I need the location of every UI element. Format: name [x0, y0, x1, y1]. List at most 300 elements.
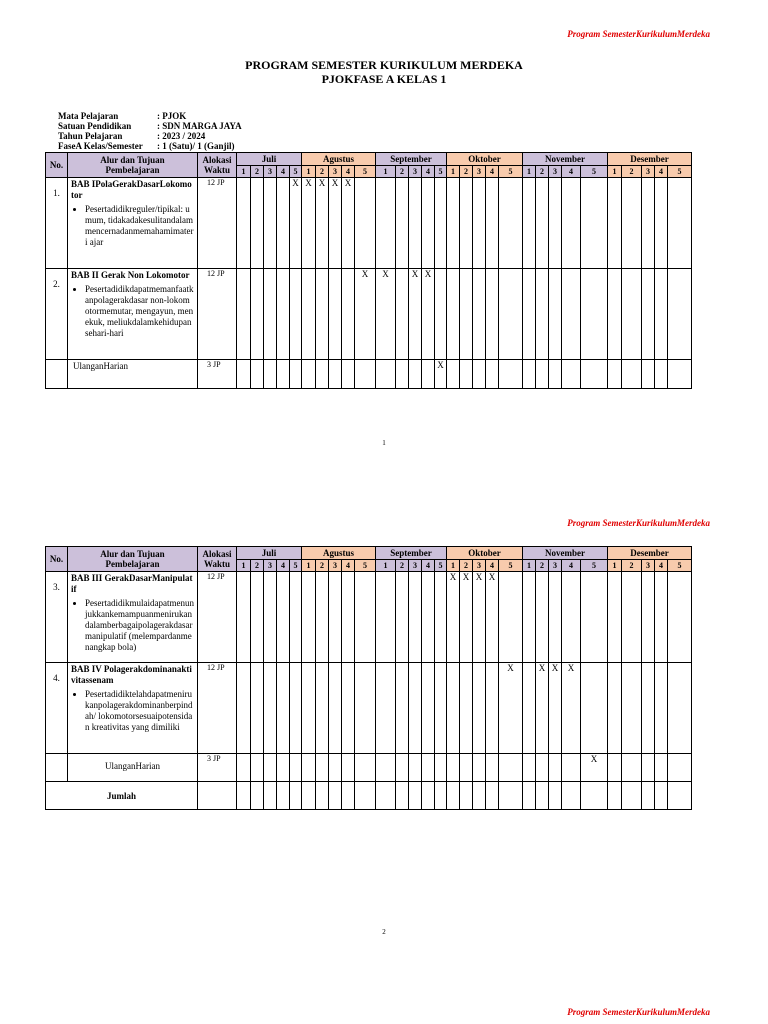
info-row: [58, 111, 242, 121]
week-cell: [581, 782, 608, 810]
page-number: 1: [382, 439, 386, 447]
week-header: 3: [409, 560, 422, 572]
week-header: 4: [422, 560, 435, 572]
running-header: Program SemesterKurikulumMerdeka: [567, 1007, 710, 1017]
week-cell: [562, 572, 581, 663]
info-label: Mata Pelajaran: [58, 111, 119, 121]
header-alokasi: [198, 153, 237, 178]
week-cell: [562, 782, 581, 810]
week-cell: [409, 178, 422, 269]
week-cell: [655, 754, 668, 782]
week-cell: [251, 178, 264, 269]
header-no: No.: [46, 153, 68, 178]
week-cell: [342, 360, 355, 389]
header-alur-line: Alur dan Tujuan: [100, 549, 165, 559]
row-number: [46, 269, 68, 360]
row-alokasi: 12 JP: [198, 663, 237, 754]
week-cell: X: [302, 178, 316, 269]
week-cell: [486, 178, 499, 269]
objective-list: [71, 689, 194, 733]
week-header: 3: [642, 560, 655, 572]
week-cell: [422, 754, 435, 782]
week-cell: [316, 754, 329, 782]
week-cell: [473, 782, 486, 810]
row-number: [46, 178, 68, 269]
week-cell: [549, 360, 562, 389]
week-cell: [376, 360, 396, 389]
month-header: September: [376, 547, 447, 560]
week-cell: [460, 178, 473, 269]
week-cell: [608, 178, 622, 269]
row-number: [46, 360, 68, 389]
week-cell: [536, 178, 549, 269]
week-cell: [460, 360, 473, 389]
table-row: [46, 663, 692, 754]
table-row: [46, 269, 692, 360]
objective-list: [71, 598, 194, 653]
week-header: 3: [409, 166, 422, 178]
week-cell: [376, 782, 396, 810]
week-cell: [316, 360, 329, 389]
row-number: [46, 663, 68, 754]
week-cell: [316, 782, 329, 810]
jumlah-row: [46, 782, 692, 810]
week-cell: [264, 782, 277, 810]
week-cell: [329, 782, 342, 810]
week-cell: [264, 663, 277, 754]
week-cell: [277, 178, 290, 269]
info-label: Tahun Pelajaran: [58, 131, 123, 141]
week-cell: [447, 360, 460, 389]
week-cell: [277, 663, 290, 754]
week-cell: [473, 360, 486, 389]
week-cell: [277, 360, 290, 389]
objective-list: [71, 204, 194, 248]
week-cell: [536, 782, 549, 810]
week-cell: [655, 782, 668, 810]
week-cell: [668, 782, 692, 810]
week-cell: [668, 572, 692, 663]
week-cell: [422, 663, 435, 754]
week-header: 2: [622, 560, 642, 572]
row-alokasi: 12 JP: [198, 269, 237, 360]
info-row: [58, 131, 242, 141]
week-cell: [486, 754, 499, 782]
week-cell: [447, 754, 460, 782]
week-cell: [237, 572, 251, 663]
week-cell: [237, 754, 251, 782]
week-cell: [581, 572, 608, 663]
week-header: 1: [302, 560, 316, 572]
week-cell: [499, 178, 523, 269]
row-number-text: 3.: [53, 582, 60, 592]
week-header: 3: [549, 560, 562, 572]
week-cell: X: [499, 663, 523, 754]
week-cell: X: [316, 178, 329, 269]
week-header: 4: [277, 166, 290, 178]
row-label: UlanganHarian: [73, 361, 128, 371]
table-row: [46, 572, 692, 663]
row-alur: [68, 269, 198, 360]
month-header: Oktober: [447, 547, 523, 560]
objective-item: • Pesertadidikreguler/tipikal: umum, tidakadakesulitandalammencernadanmemahamimateri ajar: [85, 204, 194, 248]
week-header: 2: [396, 166, 409, 178]
week-cell: [396, 663, 409, 754]
week-cell: [264, 572, 277, 663]
week-header: 5: [499, 560, 523, 572]
week-header: 4: [562, 560, 581, 572]
week-cell: [342, 663, 355, 754]
week-cell: X: [460, 572, 473, 663]
week-header: 3: [329, 560, 342, 572]
week-cell: [447, 269, 460, 360]
week-cell: [549, 178, 562, 269]
week-cell: [536, 360, 549, 389]
week-header: 5: [355, 560, 376, 572]
week-cell: [499, 754, 523, 782]
week-cell: [435, 572, 447, 663]
week-cell: [668, 754, 692, 782]
week-cell: [342, 754, 355, 782]
objective-list: [71, 284, 194, 339]
week-cell: [460, 663, 473, 754]
month-header: November: [523, 153, 608, 166]
week-cell: [355, 360, 376, 389]
week-header: 1: [523, 560, 536, 572]
week-cell: [562, 360, 581, 389]
info-row: [58, 121, 242, 131]
week-header: 5: [435, 166, 447, 178]
week-header: 2: [460, 166, 473, 178]
week-header: 5: [668, 166, 692, 178]
jumlah-alokasi: [198, 782, 237, 810]
week-cell: [355, 663, 376, 754]
week-cell: [549, 572, 562, 663]
week-cell: [642, 178, 655, 269]
month-header: Agustus: [302, 547, 376, 560]
info-value: : 1 (Satu)/ 1 (Ganjil): [157, 141, 235, 151]
week-cell: [376, 754, 396, 782]
week-cell: [608, 360, 622, 389]
week-cell: [342, 782, 355, 810]
week-header: 5: [499, 166, 523, 178]
chapter-title: BAB IPolaGerakDasarLokomotor: [71, 179, 192, 200]
week-cell: [302, 360, 316, 389]
week-cell: [396, 572, 409, 663]
week-cell: [499, 360, 523, 389]
week-cell: [290, 269, 302, 360]
week-cell: [409, 754, 422, 782]
header-alur: [68, 153, 198, 178]
row-alur: [68, 178, 198, 269]
info-label: Satuan Pendidikan: [58, 121, 132, 131]
week-cell: [581, 178, 608, 269]
week-cell: [342, 572, 355, 663]
week-cell: [562, 269, 581, 360]
week-cell: X: [562, 663, 581, 754]
week-cell: [329, 360, 342, 389]
week-header: 3: [642, 166, 655, 178]
row-alur: [68, 663, 198, 754]
week-cell: [473, 269, 486, 360]
week-cell: [264, 360, 277, 389]
week-cell: [655, 360, 668, 389]
week-cell: [329, 572, 342, 663]
week-header: 1: [376, 560, 396, 572]
week-header: 4: [342, 560, 355, 572]
week-header: 5: [581, 560, 608, 572]
week-cell: [447, 782, 460, 810]
table-row: [46, 754, 692, 782]
week-cell: [290, 782, 302, 810]
week-cell: [655, 663, 668, 754]
week-cell: [251, 572, 264, 663]
week-header: 4: [486, 166, 499, 178]
week-cell: [622, 572, 642, 663]
row-number-text: 2.: [53, 279, 60, 289]
week-cell: [264, 178, 277, 269]
week-cell: [642, 754, 655, 782]
week-cell: [499, 782, 523, 810]
week-header: 2: [622, 166, 642, 178]
document-title: PROGRAM SEMESTER KURIKULUM MERDEKA: [245, 58, 523, 72]
week-cell: [355, 782, 376, 810]
week-cell: [549, 782, 562, 810]
week-cell: [290, 360, 302, 389]
week-header: 4: [655, 560, 668, 572]
week-cell: X: [581, 754, 608, 782]
week-cell: [302, 782, 316, 810]
week-cell: [536, 754, 549, 782]
week-cell: [642, 572, 655, 663]
header-alur-line: Pembelajaran: [105, 165, 160, 175]
row-alur: [68, 360, 198, 389]
row-alokasi: 12 JP: [198, 572, 237, 663]
week-header: 2: [536, 166, 549, 178]
week-header: 5: [290, 560, 302, 572]
week-cell: [622, 663, 642, 754]
week-cell: [355, 178, 376, 269]
schedule-table-page-1: [45, 152, 692, 389]
objective-item: • Pesertadidikdapatmemanfaatkanpolagerakdasar non-lokomotormemutar, mengayun, menekuk, meliukdalamkehidupansehari-hari: [85, 284, 194, 339]
week-cell: [302, 754, 316, 782]
week-cell: [422, 782, 435, 810]
info-label: FaseA Kelas/Semester: [58, 141, 143, 151]
week-cell: [549, 269, 562, 360]
month-header: September: [376, 153, 447, 166]
week-cell: [608, 663, 622, 754]
week-cell: [447, 663, 460, 754]
month-header: Agustus: [302, 153, 376, 166]
week-cell: [435, 754, 447, 782]
week-cell: [668, 178, 692, 269]
week-cell: [642, 663, 655, 754]
week-cell: [642, 360, 655, 389]
week-header: 2: [396, 560, 409, 572]
header-row: [46, 547, 692, 560]
week-cell: [562, 754, 581, 782]
week-cell: [329, 754, 342, 782]
week-cell: X: [536, 663, 549, 754]
week-cell: [329, 663, 342, 754]
week-cell: [668, 360, 692, 389]
week-cell: [499, 572, 523, 663]
week-cell: [562, 178, 581, 269]
running-header: Program SemesterKurikulumMerdeka: [567, 29, 710, 39]
month-header: Juli: [237, 153, 302, 166]
week-cell: X: [290, 178, 302, 269]
header-alokasi: [198, 547, 237, 572]
info-row: [58, 141, 242, 151]
week-cell: [316, 269, 329, 360]
week-cell: [549, 754, 562, 782]
week-header: 3: [264, 166, 277, 178]
week-cell: [251, 663, 264, 754]
week-cell: [237, 360, 251, 389]
week-cell: [409, 663, 422, 754]
objective-item: • Pesertadidikmulaidapatmenunjukkankemampuanmenirukandalamberbagaipolagerakdasarmanipulatif (melempardanmenangkap bola): [85, 598, 194, 653]
week-cell: [622, 782, 642, 810]
week-cell: X: [447, 572, 460, 663]
month-header: November: [523, 547, 608, 560]
week-header: 5: [355, 166, 376, 178]
week-header: 2: [316, 166, 329, 178]
week-cell: [435, 269, 447, 360]
chapter-title: BAB II Gerak Non Lokomotor: [71, 270, 190, 280]
week-cell: [581, 663, 608, 754]
week-cell: [251, 269, 264, 360]
week-cell: [523, 178, 536, 269]
week-cell: [376, 572, 396, 663]
week-header: 1: [376, 166, 396, 178]
week-cell: X: [355, 269, 376, 360]
week-header: 2: [251, 560, 264, 572]
week-cell: [486, 269, 499, 360]
week-cell: [523, 782, 536, 810]
week-header: 1: [302, 166, 316, 178]
header-alur-line: Pembelajaran: [105, 559, 160, 569]
row-number-text: 4.: [53, 673, 60, 683]
week-cell: [329, 269, 342, 360]
week-cell: [237, 782, 251, 810]
week-cell: [608, 269, 622, 360]
week-cell: [302, 663, 316, 754]
header-no: No.: [46, 547, 68, 572]
week-cell: X: [486, 572, 499, 663]
week-cell: [486, 782, 499, 810]
week-header: 4: [277, 560, 290, 572]
week-cell: [622, 178, 642, 269]
week-cell: [316, 572, 329, 663]
week-cell: [460, 754, 473, 782]
week-cell: [355, 572, 376, 663]
week-cell: [655, 572, 668, 663]
week-cell: [251, 360, 264, 389]
week-header: 3: [329, 166, 342, 178]
week-cell: [302, 269, 316, 360]
info-value: : SDN MARGA JAYA: [157, 121, 242, 131]
week-cell: [608, 754, 622, 782]
week-cell: [523, 269, 536, 360]
week-cell: [486, 663, 499, 754]
row-number-text: 1.: [53, 188, 60, 198]
week-header: 1: [447, 166, 460, 178]
week-cell: [290, 754, 302, 782]
week-header: 4: [655, 166, 668, 178]
week-cell: [655, 269, 668, 360]
week-cell: [523, 754, 536, 782]
week-header: 1: [237, 166, 251, 178]
week-cell: [460, 269, 473, 360]
week-cell: [642, 269, 655, 360]
document-info: [58, 111, 242, 151]
chapter-title: BAB III GerakDasarManipulatif: [71, 573, 193, 594]
week-cell: [608, 572, 622, 663]
week-cell: X: [329, 178, 342, 269]
week-cell: X: [435, 360, 447, 389]
week-header: 5: [435, 560, 447, 572]
week-header: 1: [608, 560, 622, 572]
week-cell: [251, 782, 264, 810]
week-cell: [264, 754, 277, 782]
week-header: 5: [668, 560, 692, 572]
header-row: [46, 153, 692, 166]
week-cell: X: [409, 269, 422, 360]
week-cell: [581, 360, 608, 389]
document-subtitle: PJOKFASE A KELAS 1: [321, 72, 447, 86]
week-cell: [376, 663, 396, 754]
week-header: 4: [562, 166, 581, 178]
week-cell: [536, 269, 549, 360]
row-number: [46, 754, 68, 782]
week-cell: [302, 572, 316, 663]
header-alur: [68, 547, 198, 572]
header-alur-line: Alur dan Tujuan: [100, 155, 165, 165]
week-cell: [355, 754, 376, 782]
objective-item: • Pesertadidiktelahdapatmenirukanpolagerakdominanberpindah/ lokomotorsesuaipotensidan kreativitas yang dimiliki: [85, 689, 194, 733]
week-cell: [409, 782, 422, 810]
week-cell: [435, 178, 447, 269]
week-header: 1: [608, 166, 622, 178]
header-alokasi-line: Waktu: [203, 165, 230, 175]
week-cell: [396, 269, 409, 360]
week-cell: [237, 663, 251, 754]
month-header: Juli: [237, 547, 302, 560]
week-cell: [409, 360, 422, 389]
week-header: 1: [237, 560, 251, 572]
week-cell: [523, 663, 536, 754]
week-cell: [622, 269, 642, 360]
week-cell: [435, 782, 447, 810]
week-cell: [668, 663, 692, 754]
week-cell: [536, 572, 549, 663]
week-cell: [447, 178, 460, 269]
table-row: [46, 178, 692, 269]
week-cell: [237, 269, 251, 360]
week-cell: [422, 178, 435, 269]
row-number: [46, 572, 68, 663]
table-row: [46, 360, 692, 389]
running-header: Program SemesterKurikulumMerdeka: [567, 518, 710, 528]
month-header: Desember: [608, 547, 692, 560]
row-alur: [68, 572, 198, 663]
week-header: 2: [460, 560, 473, 572]
row-alokasi: 3 JP: [198, 360, 237, 389]
week-cell: [396, 360, 409, 389]
week-header: 3: [473, 166, 486, 178]
chapter-title: BAB IV Polagerakdominanaktivitassenam: [71, 664, 192, 685]
week-cell: [473, 663, 486, 754]
